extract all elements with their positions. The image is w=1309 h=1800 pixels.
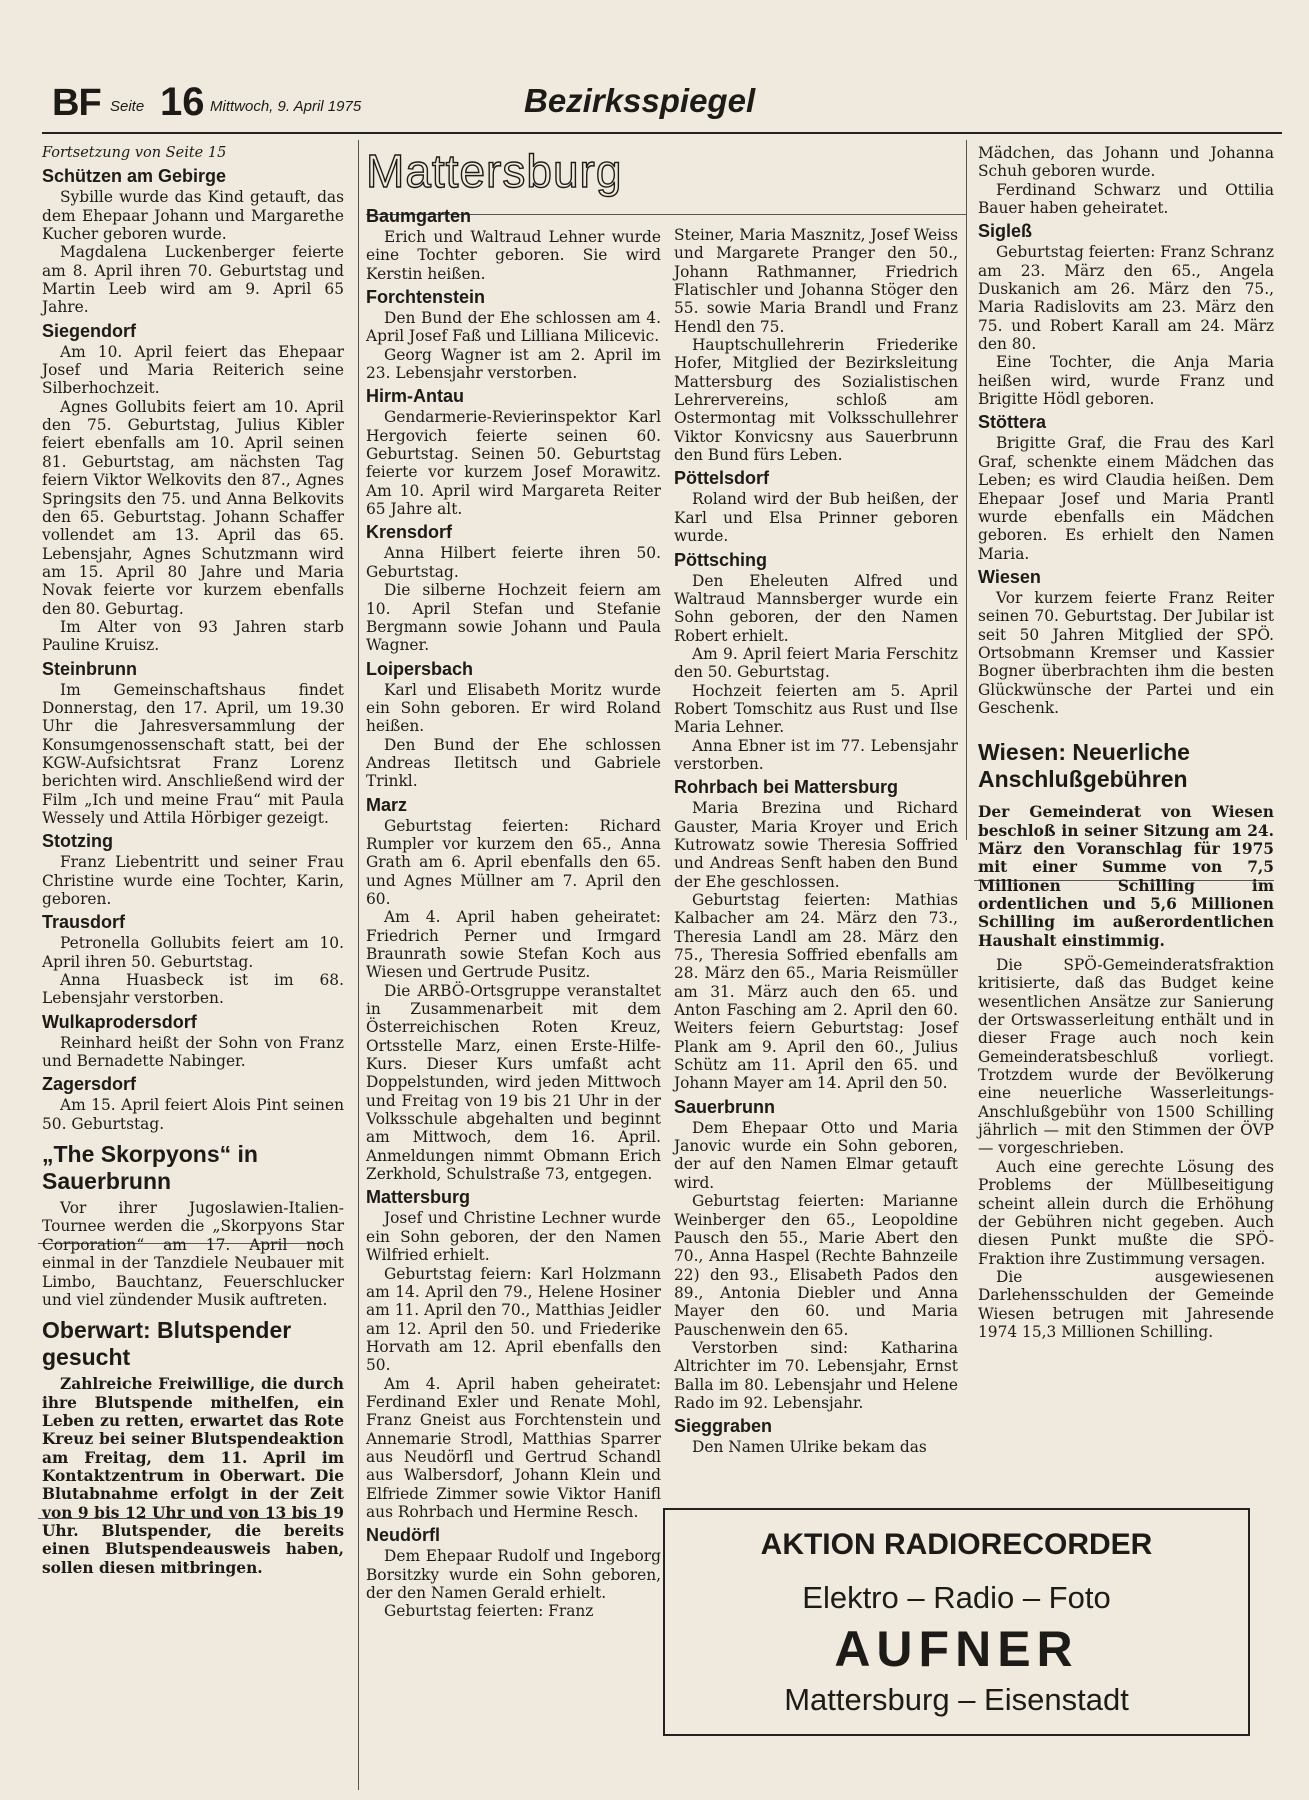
news-paragraph: Den Bund der Ehe schlossen am 4. April Josef Faß und Lilliana Milicevic. [366, 309, 661, 346]
continued-note: Fortsetzung von Seite 15 [42, 145, 227, 161]
ad-locations: Mattersburg – Eisenstadt [784, 1682, 1129, 1717]
continued-text-2: Hauptschullehrerin Friederike Hofer, Mitglied der Bezirksleitung Mattersburg des Sozialistischen Lehrervereins, schloß am Ostermontag mit Volksschullehrer Viktor Konvicsny aus Sauerbrunn den Bund fürs Leben. [674, 336, 958, 465]
news-paragraph: Dem Ehepaar Otto und Maria Janovic wurde ein Sohn geboren, der auf den Namen Elmar getauft wird. [674, 1118, 958, 1192]
news-paragraph: Geburtstag feiern: Karl Holzmann am 14. April den 79., Helene Hosiner am 11. April den 70., Matthias Jeidler am 12. April den 50. und Friederike Horvath am 12. April ebenfalls den 50. [366, 1264, 661, 1375]
locality-heading: Wulkaprodersdorf [42, 1011, 197, 1032]
news-paragraph: Am 4. April haben geheiratet: Ferdinand Exler und Renate Mohl, Franz Gneist aus Forchtenstein und Annemarie Strodl, Matthias Sparrer aus Neudörfl und Gertrud Schandl aus Walbersdorf, Johann Klein und Elfriede Zimmer sowie Viktor Hanifl aus Rohrbach und Hermine Resch. [366, 1374, 661, 1521]
locality-heading: Baumgarten [366, 206, 472, 226]
column-3-news [674, 468, 958, 1456]
news-paragraph: Anna Ebner ist im 77. Lebensjahr verstorben. [674, 736, 958, 773]
locality-heading: Loipersbach [366, 658, 474, 679]
news-paragraph: Den Bund der Ehe schlossen Andreas Iletitsch und Gabriele Trinkl. [366, 735, 661, 791]
locality-heading: Pöttsching [674, 549, 767, 570]
locality-heading: Trausdorf [42, 912, 126, 933]
locality-heading: Hirm-Antau [366, 386, 464, 407]
news-paragraph: Die ausgewiesenen Darlehensschulden der Gemeinde Wiesen betrugen mit Jahresende 1974 15,3 Millionen Schilling. [978, 1267, 1274, 1341]
advertisement [663, 1508, 1250, 1736]
wiesen-lead: Der Gemeinderat von Wiesen beschloß in seiner Sitzung am 24. März den Voranschlag für 1975 mit einer Summe von 7,5 Millionen Schilling im ordentlichen und 5,6 Millionen Schilling im außerordentlichen Haushalt einstimmig. [978, 803, 1274, 950]
news-paragraph: Am 10. April feiert das Ehepaar Josef und Maria Reiterich seine Silberhochzeit. [42, 342, 344, 398]
column-4 [978, 144, 1274, 1341]
issue-date: Mittwoch, 9. April 1975 [210, 98, 362, 115]
oberwart-headline: Oberwart: Blutspender gesucht [42, 1317, 292, 1371]
locality-heading: Forchtenstein [366, 287, 486, 308]
locality-heading: Krensdorf [366, 522, 453, 543]
column-4-news [978, 221, 1274, 717]
continued-text-2: Ferdinand Schwarz und Ottilia Bauer haben geheiratet. [978, 180, 1274, 218]
column-1-news [42, 166, 344, 1133]
masthead [42, 78, 1282, 128]
locality-heading: Neudörfl [366, 1525, 440, 1546]
news-paragraph: Reinhard heißt der Sohn von Franz und Bernadette Nabinger. [42, 1033, 344, 1071]
news-paragraph: Am 9. April feiert Maria Ferschitz den 50. Geburtstag. [674, 644, 958, 682]
continued-text: Steiner, Maria Masznitz, Josef Weiss und Margarete Pranger den 50., Johann Rathmanner, Friedrich Flatischler und Johanna Stöger den 55. sowie Maria Brandl und Franz Hendl den 75. [674, 226, 958, 336]
news-paragraph: Am 15. April feiert Alois Pint seinen 50. Geburtstag. [42, 1096, 344, 1133]
news-paragraph: Brigitte Graf, die Frau des Karl Graf, schenkte einem Mädchen das Leben; es wird Claudia heißen. Dem Ehepaar Josef und Maria Prantl wurde ebenfalls ein Mädchen geboren. Es erhielt den Namen Maria. [978, 434, 1274, 563]
news-paragraph: Den Namen Ulrike bekam das [692, 1438, 927, 1457]
ad-categories: Elektro – Radio – Foto [802, 1580, 1111, 1615]
locality-heading: Marz [366, 794, 408, 815]
news-paragraph: Magdalena Luckenberger feierte am 8. April ihren 70. Geburtstag und Martin Leeb wird am 9. April 65 Jahre. [42, 243, 344, 317]
column-1 [42, 144, 344, 1577]
news-paragraph: Petronella Gollubits feiert am 10. April ihren 50. Geburtstag. [42, 934, 344, 971]
page-number: 16 [160, 80, 205, 124]
news-paragraph: Roland wird der Bub heißen, der Karl und Elsa Prinner geboren wurde. [674, 490, 958, 546]
masthead-rule [42, 132, 1282, 134]
column-2 [366, 144, 661, 1621]
news-paragraph: Agnes Gollubits feiert am 10. April den 75. Geburtstag, Julius Kibler feiert ebenfalls am 10. April seinen 81. Geburtstag, am nächsten Tag feiern Viktor Welkovits den 87., Agnes Springsits den 75. und Anna Belkovits den 65. Geburtstag. Johann Schaffer vollendet am 13. April das 65. Lebensjahr, Agnes Schutzmann wird am 15. April 80 Jahre und Maria Novak feierte vor kurzem ebenfalls den 80. Geburtag. [42, 397, 344, 618]
ad-headline: AKTION RADIORECORDER [760, 1528, 1153, 1561]
news-paragraph: Geburtstag feierten: Franz [384, 1602, 594, 1621]
locality-heading: Stotzing [42, 831, 113, 852]
paper-logo: BF [52, 82, 101, 124]
locality-heading: Sieggraben [674, 1416, 773, 1437]
ad-brand: AUFNER [834, 1621, 1079, 1677]
mattersburg-header: Mattersburg [366, 145, 623, 197]
locality-heading: Zagersdorf [42, 1074, 137, 1095]
oberwart-text: Zahlreiche Freiwillige, die durch ihre Blutspende mithelfen, ein Leben zu retten, erwartet das Rote Kreuz bei seiner Blutspendeaktion am Freitag, dem 11. April im Kontaktzentrum in Oberwart. Die Blutabnahme erfolgt in der Zeit von 9 bis 12 Uhr und von 13 bis 19 Uhr. Blutspender, die bereits einen Blutspendeausweis haben, sollen diesen mitbringen. [42, 1375, 344, 1577]
news-paragraph: Im Alter von 93 Jahren starb Pauline Kruisz. [42, 617, 344, 655]
news-paragraph: Verstorben sind: Katharina Altrichter im 70. Lebensjahr, Ernst Balla im 80. Lebensjahr und Helene Rado im 92. Lebensjahr. [674, 1338, 958, 1412]
locality-heading: Sigleß [978, 221, 1033, 242]
news-paragraph: Karl und Elisabeth Moritz wurde ein Sohn geboren. Er wird Roland heißen. [366, 680, 661, 736]
locality-heading: Sauerbrunn [674, 1096, 776, 1117]
news-paragraph: Geburtstag feierten: Mathias Kalbacher am 24. März den 73., Theresia Landl am 28. März den 75., Theresia Soffried ebenfalls am 28. März den 65., Maria Reismüller am 31. März auch den 65. und Anton Fasching am 2. April den 60. Weiters feiern Geburtstag: Josef Plank am 9. April den 60., Julius Schütz am 11. April den 65. und Johann Mayer am 14. April den 50. [674, 891, 958, 1093]
wiesen-headline: Wiesen: Neuerliche Anschlußgebühren [978, 739, 1190, 793]
skorpyons-text: Vor ihrer Jugoslawien-Italien-Tournee werden die „Skorpyons Star Corporation“ am 17. April noch einmal in der Tanzdiele Neubauer mit Limbo, Bauchtanz, Feuerschlucker und viel zündender Musik auftreten. [42, 1199, 344, 1309]
news-paragraph: Anna Hilbert feierte ihren 50. Geburtstag. [366, 544, 661, 581]
news-paragraph: Gendarmerie-Revierinspektor Karl Hergovich feierte seinen 60. Geburtstag. Seinen 50. Geburtstag feierte vor kurzem Josef Morawitz. Am 10. April wird Margareta Reiter 65 Jahre alt. [366, 408, 661, 519]
skorpyons-headline: „The Skorpyons“ in Sauerbrunn [42, 1141, 258, 1195]
news-paragraph: Eine Tochter, die Anja Maria heißen wird, wurde Franz und Brigitte Hödl geboren. [978, 353, 1274, 409]
news-paragraph: Den Eheleuten Alfred und Waltraud Mannsberger wurde ein Sohn geboren, der den Namen Robert erhielt. [674, 571, 958, 645]
column-3 [674, 226, 958, 1457]
news-paragraph: Anna Huasbeck ist im 68. Lebensjahr verstorben. [42, 971, 344, 1008]
news-paragraph: Maria Brezina und Richard Gauster, Maria Kroyer und Erich Kutrowatz sowie Theresia Soffried und Andreas Senft haben den Bund der Ehe geschlossen. [674, 799, 958, 891]
news-paragraph: Josef und Christine Lechner wurde ein Sohn geboren, der den Namen Wilfried erhielt. [366, 1209, 661, 1265]
locality-heading: Schützen am Gebirge [42, 166, 227, 187]
news-paragraph: Die SPÖ-Gemeinderatsfraktion kritisierte, daß das Budget keine wesentlichen Ansätze zur Sanierung der Ortswasserleitung enthält und in dieser Frage auch noch kein Gemeinderatsbeschluß vorliegt. Trotzdem wurde der Bevölkerung eine neuerliche Wasserleitungs-Anschlußgebühr von 1500 Schilling jährlich — mit den Stimmen der ÖVP — vorgeschrieben. [978, 956, 1274, 1158]
locality-heading: Wiesen [978, 566, 1041, 587]
wiesen-article [978, 956, 1274, 1341]
locality-heading: Rohrbach bei Mattersburg [674, 777, 899, 798]
locality-heading: Siegendorf [42, 320, 137, 341]
news-paragraph: Auch eine gerechte Lösung des Problems der Müllbeseitigung scheint allein durch die Erhöhung der Gebühren nicht gegeben. Auch diesen Punkt mußte die SPÖ-Fraktion ihre Zustimmung versagen. [978, 1157, 1274, 1268]
news-paragraph: Am 4. April haben geheiratet: Friedrich Perner und Irmgard Braunrath sowie Stefan Koch aus Wiesen und Gertrude Pusitz. [366, 908, 661, 982]
news-paragraph: Franz Liebentritt und seiner Frau Christine wurde eine Tochter, Karin, geboren. [42, 853, 344, 909]
news-paragraph: Hochzeit feierten am 5. April Robert Tomschitz aus Rust und Ilse Maria Lehner. [674, 681, 958, 737]
news-paragraph: Die silberne Hochzeit feiern am 10. April Stefan und Stefanie Bergmann sowie Johann und Paula Wagner. [366, 581, 661, 655]
news-paragraph: Erich und Waltraud Lehner wurde eine Tochter geboren. Sie wird Kerstin heißen. [366, 228, 661, 283]
column-2-news [366, 206, 661, 1621]
news-paragraph: Vor kurzem feierte Franz Reiter seinen 70. Geburtstag. Der Jubilar ist seit 50 Jahren Mitglied der SPÖ. Ortsobmann Kremser und Kassier Bogner überbrachten ihm die besten Glückwünsche der Partei und ein Geschenk. [978, 588, 1274, 717]
news-paragraph: Dem Ehepaar Rudolf und Ingeborg Borsitzky wurde ein Sohn geboren, der den Namen Gerald erhielt. [366, 1547, 661, 1602]
news-paragraph: Sybille wurde das Kind getauft, das dem Ehepaar Johann und Margarethe Kucher geboren wurde. [42, 188, 344, 244]
news-paragraph: Im Gemeinschaftshaus findet Donnerstag, den 17. April, um 19.30 Uhr die Jahresversammlung der Konsumgenossenschaft statt, bei der KGW-Aufsichtsrat Franz Lorenz berichten wird. Anschließend wird der Film „Ich und meine Frau“ mit Paula Wessely und Attila Hörbiger gezeigt. [42, 680, 344, 827]
news-paragraph: Die ARBÖ-Ortsgruppe veranstaltet in Zusammenarbeit mit dem Österreichischen Roten Kreuz, Ortsstelle Marz, einen Erste-Hilfe-Kurs. Dieser Kurs umfaßt acht Doppelstunden, wird jeden Mittwoch und Freitag von 19 bis 21 Uhr in der Volksschule abgehalten und beginnt am Mittwoch, dem 16. April. Anmeldungen nimmt Obmann Erich Zerkhold, Schulstraße 73, entgegen. [366, 981, 661, 1184]
continued-text: Mädchen, das Johann und Johanna Schuh geboren wurde. [978, 144, 1274, 181]
page-label: Seite [110, 98, 145, 115]
column-divider [358, 140, 359, 1790]
news-paragraph: Geburtstag feierten: Richard Rumpler vor kurzem den 65., Anna Grath am 6. April ebenfalls den 65. und Agnes Müllner am 7. April den 60. [366, 816, 661, 908]
locality-heading: Pöttelsdorf [674, 468, 770, 489]
column-divider [966, 140, 967, 840]
news-paragraph: Geburtstag feierten: Franz Schranz am 23. März den 65., Angela Duskanich am 26. März den 75., Maria Radislovits am 23. März den 75. und Robert Karall am 24. März den 80. [978, 243, 1274, 354]
locality-heading: Steinbrunn [42, 658, 137, 679]
section-title: Bezirksspiegel [524, 82, 756, 119]
news-paragraph: Georg Wagner ist am 2. April im 23. Lebensjahr verstorben. [366, 345, 661, 383]
locality-heading: Mattersburg [366, 1187, 471, 1208]
locality-heading: Stöttera [978, 412, 1047, 433]
news-paragraph: Geburtstag feierten: Marianne Weinberger den 65., Leopoldine Pausch den 55., Marie Abert den 70., Anna Haspel (Rechte Bahnzeile 22) den 93., Elisabeth Pados den 89., Antonia Diebler und Anna Mayer den 60. und Maria Pauschenwein den 65. [674, 1192, 958, 1339]
